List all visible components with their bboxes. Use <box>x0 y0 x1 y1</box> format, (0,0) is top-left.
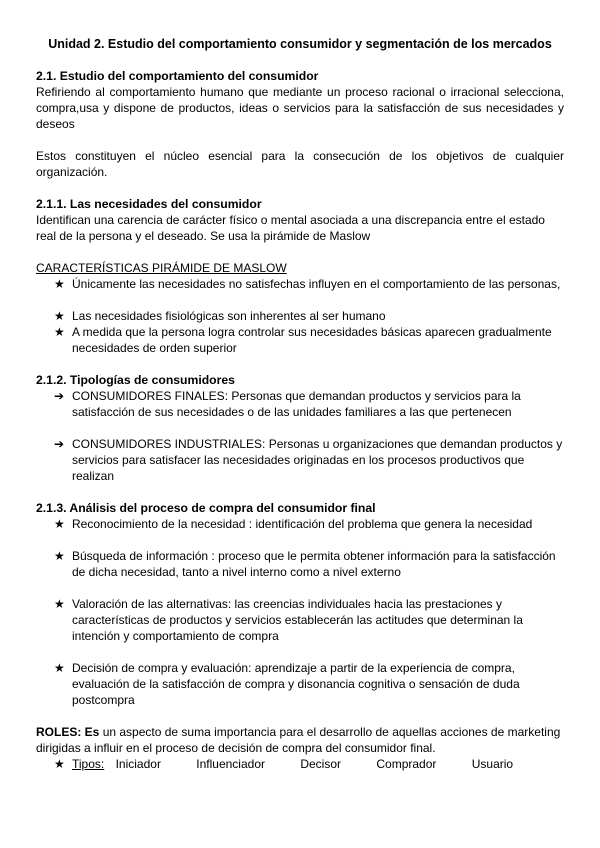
type-iniciador: Iniciador <box>115 757 161 771</box>
maslow-heading: CARACTERÍSTICAS PIRÁMIDE DE MASLOW <box>36 261 287 275</box>
purchase-step-text: Decisión de compra y evaluación: aprendizaje a partir de la experiencia de compra, evaluación de la satisfacción de compra y disonancia cognitiva o sensación de duda postcompra <box>72 661 520 707</box>
section-2-1-2-heading: 2.1.2. Tipologías de consumidores <box>36 373 235 387</box>
roles-types-item <box>48 756 568 772</box>
star-icon: ★ <box>54 325 65 339</box>
section-2-1-heading: 2.1. Estudio del comportamiento del consumidor <box>36 69 319 83</box>
type-decisor: Decisor <box>300 757 342 771</box>
types-label: Tipos: <box>72 757 105 771</box>
purchase-step-1 <box>48 516 568 532</box>
purchase-step-3 <box>48 596 568 644</box>
star-icon: ★ <box>54 517 65 531</box>
section-2-1-1-heading: 2.1.1. Las necesidades del consumidor <box>36 197 262 211</box>
star-icon: ★ <box>54 661 65 675</box>
maslow-bullet-1 <box>48 276 568 292</box>
type-usuario: Usuario <box>471 757 514 771</box>
star-icon: ★ <box>54 309 65 323</box>
purchase-step-4 <box>48 660 568 708</box>
type-comprador: Comprador <box>376 757 437 771</box>
purchase-step-text: Valoración de las alternativas: las creencias individuales hacia las prestaciones y características de productos y servicios establecerán las actitudes que determinan la intención y comportamiento de compra <box>72 597 523 643</box>
purchase-step-text: Búsqueda de información : proceso que le permita obtener información para la satisfacción de dicha necesidad, tanto a nivel interno como a nivel externo <box>72 549 556 579</box>
arrow-icon: ➔ <box>54 437 65 451</box>
arrow-icon: ➔ <box>54 389 65 403</box>
section-2-1-3-heading: 2.1.3. Análisis del proceso de compra del consumidor final <box>36 501 376 515</box>
section-2-1-1-paragraph: Identifican una carencia de carácter físico o mental asociada a una discrepancia entre el estado real de la persona y el deseado. Se usa la pirámide de Maslow <box>36 213 545 243</box>
type-influenciador: Influenciador <box>196 757 265 771</box>
consumer-type-item-1 <box>48 388 568 420</box>
consumer-type-text: CONSUMIDORES FINALES: Personas que demandan productos y servicios para la satisfacción de sus necesidades o de las unidades familiares a las que pertenecen <box>72 389 521 419</box>
section-2-1-paragraph-1: Refiriendo al comportamiento humano que mediante un proceso racional o irracional selecciona, compra,usa y dispone de productos, ideas o servicios para la satisfacción de sus necesidades y deseos <box>36 85 564 131</box>
maslow-bullet-text: A medida que la persona logra controlar sus necesidades básicas aparecen gradualmente necesidades de orden superior <box>72 325 552 355</box>
document-title: Unidad 2. Estudio del comportamiento consumidor y segmentación de los mercados <box>48 37 552 51</box>
purchase-step-2 <box>48 548 568 580</box>
purchase-step-text: Reconocimiento de la necesidad : identificación del problema que genera la necesidad <box>72 517 533 531</box>
consumer-type-item-2 <box>48 436 568 484</box>
section-2-1-paragraph-2: Estos constituyen el núcleo esencial para la consecución de los objetivos de cualquier organización. <box>36 149 564 179</box>
maslow-bullet-3 <box>48 324 568 356</box>
maslow-bullet-text: Las necesidades fisiológicas son inherentes al ser humano <box>72 309 386 323</box>
star-icon: ★ <box>54 277 65 291</box>
maslow-bullet-text: Únicamente las necesidades no satisfechas influyen en el comportamiento de las personas, <box>72 277 561 291</box>
consumer-type-text: CONSUMIDORES INDUSTRIALES: Personas u organizaciones que demandan productos y servicios para satisfacer las necesidades originadas en los procesos productivos que realizan <box>72 437 563 483</box>
maslow-bullet-2 <box>48 308 568 324</box>
star-icon: ★ <box>54 597 65 611</box>
star-icon: ★ <box>54 549 65 563</box>
roles-text: un aspecto de suma importancia para el desarrollo de aquellas acciones de marketing dirigidas a influir en el proceso de decisión de compra del consumidor final. <box>36 725 561 755</box>
star-icon: ★ <box>54 757 65 771</box>
roles-paragraph <box>36 724 564 756</box>
roles-label: ROLES: Es <box>36 725 100 739</box>
